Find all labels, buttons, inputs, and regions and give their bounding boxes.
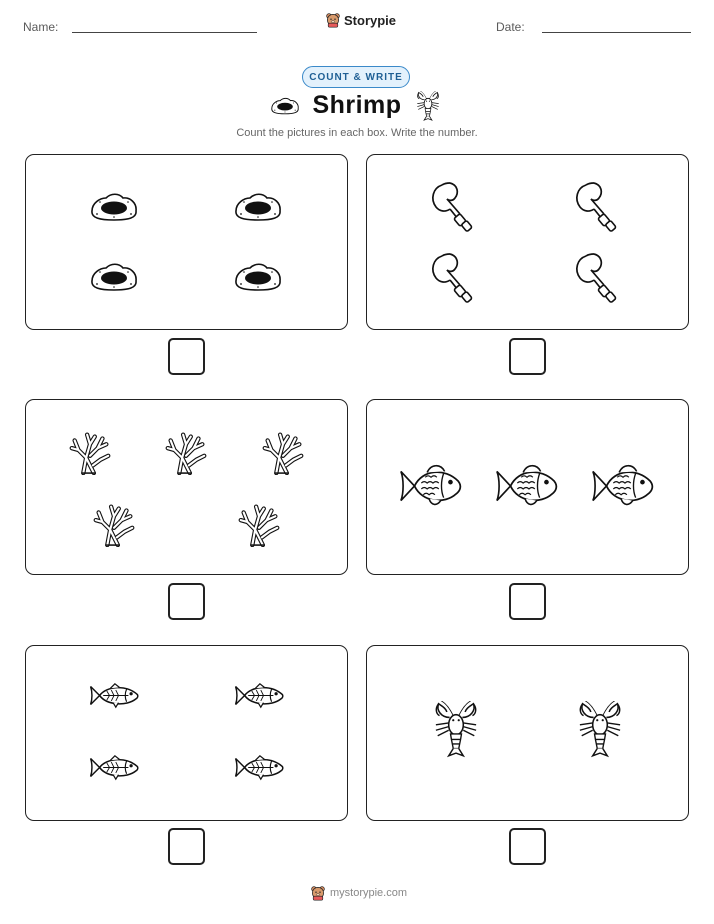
coral-icon (66, 427, 114, 475)
small-fish-icon (87, 682, 141, 709)
lobster-icon (428, 701, 484, 765)
claw-icon (428, 179, 478, 234)
bear-logo-icon (310, 885, 326, 901)
brand-name: Storypie (344, 12, 397, 28)
sand-burrow-icon (89, 262, 139, 292)
sand-burrow-icon (233, 262, 283, 292)
fish-icon (398, 461, 466, 511)
lobster-icon (572, 701, 628, 765)
answer-box-4[interactable] (509, 583, 546, 620)
sand-burrow-icon (270, 97, 300, 115)
footer (310, 885, 407, 901)
count-panel-3 (25, 399, 348, 575)
activity-badge: COUNT & WRITE (302, 66, 410, 88)
answer-box-1[interactable] (168, 338, 205, 375)
bear-logo-icon (325, 12, 341, 28)
sand-burrow-icon (233, 192, 283, 222)
page-title: Shrimp (312, 91, 402, 119)
count-panel-4 (366, 399, 689, 575)
small-fish-icon (87, 754, 141, 781)
fish-icon (590, 461, 658, 511)
brand-logo (325, 12, 396, 28)
small-fish-icon (232, 754, 286, 781)
answer-box-2[interactable] (509, 338, 546, 375)
name-label: Name: (23, 20, 59, 34)
coral-icon (235, 499, 283, 547)
coral-icon (90, 499, 138, 547)
lobster-icon (413, 91, 443, 125)
sand-burrow-icon (89, 192, 139, 222)
claw-icon (572, 179, 622, 234)
date-line[interactable] (542, 32, 691, 33)
claw-icon (572, 250, 622, 305)
answer-box-5[interactable] (168, 828, 205, 865)
small-fish-icon (232, 682, 286, 709)
date-label: Date: (496, 20, 525, 34)
count-panel-2 (366, 154, 689, 330)
name-line[interactable] (72, 32, 257, 33)
fish-icon (494, 461, 562, 511)
count-panel-5 (25, 645, 348, 821)
claw-icon (428, 250, 478, 305)
instructions: Count the pictures in each box. Write the number. (236, 127, 478, 139)
answer-box-6[interactable] (509, 828, 546, 865)
coral-icon (162, 427, 210, 475)
answer-box-3[interactable] (168, 583, 205, 620)
footer-url[interactable]: mystorypie.com (330, 887, 408, 899)
count-panel-1 (25, 154, 348, 330)
coral-icon (259, 427, 307, 475)
count-panel-6 (366, 645, 689, 821)
